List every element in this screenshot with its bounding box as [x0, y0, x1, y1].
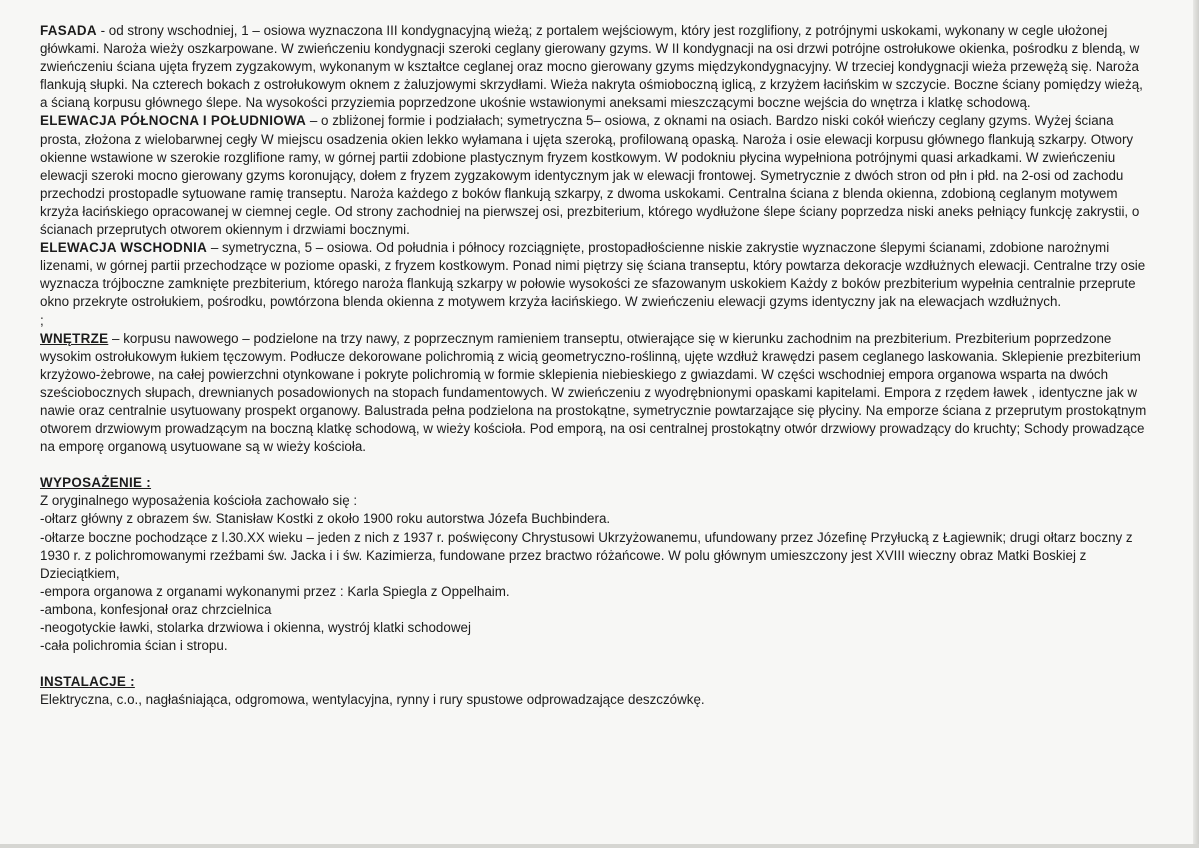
- elewacja-wsch-heading: ELEWACJA WSCHODNIA: [40, 240, 208, 256]
- spacer: [40, 456, 1150, 474]
- wyposazenie-line: -cała polichromia ścian i stropu.: [40, 638, 228, 654]
- wyposazenie-line: -neogotyckie ławki, stolarka drzwiowa i okienna, wystrój klatki schodowej: [40, 620, 471, 635]
- instalacje-heading: INSTALACJE :: [40, 674, 135, 690]
- wyposazenie-line: -ambona, konfesjonał oraz chrzcielnica: [40, 601, 272, 617]
- elewacja-pn-pd-text: – o zbliżonej formie i podziałach; symetryczna 5– osiowa, z oknami na osiach. Bardzo niski cokół wieńczy ceglany gzyms. Wyżej ściana prosta, złożona z wielobarwnej cegły W miejscu osadzenia okien lekko wyłamana i ujęta szeroką, profilowaną opaską. Naroża i osie elewacji korpusu głównego flankują szkarpy. Otwory okienne wstawione w szerokie rozglifione ramy, w górnej partii zdobione plastycznym fryzem kostkowym. W podokniu płycina wypełniona potrójnymi quasi arkadkami. W zwieńczeniu elewacji szeroki mocno gierowany gzyms koronujący, dołem z fryzem zygzakowym identycznym jak w elewacji frontowej. Symetrycznie z dwóch stron od płn i płd. na 2-osi od zachodu przechodzi prostopadle sytuowane ramię transeptu. Naroża każdego z boków flankują szkarpy, z dwoma uskokami. Centralna ściana z blenda okienna, zdobioną ceglanym motywem krzyża łacińskiego opracowanej w ciemnej cegle. Od strony zachodniej na pierwszej osi, prezbiterium, którego wydłużone ślepe ściany poprzedza niski aneks pełniący funkcję zakrystii, o ścianach przeprutych otworem okiennym i drzwiami bocznymi.: [40, 113, 1140, 238]
- elewacja-pn-pd-paragraph: [40, 112, 1150, 239]
- wyposazenie-line: -ołtarz główny z obrazem św. Stanisław Kostki z około 1900 roku autorstwa Józefa Buchbindera.: [40, 511, 611, 527]
- fasada-heading: FASADA: [40, 23, 97, 38]
- wyposazenie-line: -ołtarze boczne pochodzące z l.30.XX wieku – jeden z nich z 1937 r. poświęcony Chrystusowi Ukrzyżowanemu, ufundowany przez Józefinę Przyłucką z Łagiewnik; drugi ołtarz boczny z 1930 r. z polichromowanymi rzeźbami św. Jacka i i św. Kazimierza, fundowane przez bractwo różańcowe. W polu głównym umieszczony jest XVIII wieczny obraz Matki Boskiej z Dzieciątkiem,: [40, 529, 1133, 581]
- instalacje-text: Elektryczna, c.o., nagłaśniająca, odgromowa, wentylacyjna, rynny i rury spustowe odprowadzające deszczówkę.: [40, 692, 705, 708]
- fasada-paragraph: [40, 22, 1150, 112]
- wnetrze-paragraph: [40, 330, 1150, 457]
- elewacja-wsch-text: – symetryczna, 5 – osiowa. Od południa i północy rozciągnięte, prostopadłościenne niskie zakrystie wyznaczone ślepymi ścianami, zdobione narożnymi lizenami, w górnej partii przechodzące w poziome opaski, z fryzem kostkowym. Ponad nimi piętrzy się ściana transeptu, który powtarza dekoracje wzdłużnych elewacji. Centralne trzy osie wyznacza trójboczne zamknięte prezbiterium, którego naroża flankują szkarpy w połowie wysokości ze sfazowanym uskokiem Każdy z boków prezbiterium wypełnia centralnie przeprute okno przekryte ostrołukiem, pośrodku, powtórzona blenda okienna z motywem krzyża łacińskiego. W zwieńczeniu elewacji gzyms identyczny jak na elewacjach wzdłużnych.: [40, 240, 1146, 310]
- elewacja-pn-pd-heading: ELEWACJA PÓŁNOCNA I POŁUDNIOWA: [40, 113, 307, 129]
- wyposazenie-heading: WYPOSAŻENIE :: [40, 475, 152, 491]
- wnetrze-text: – korpusu nawowego – podzielone na trzy nawy, z poprzecznym ramieniem transeptu, otwierające się w kierunku zachodnim na prezbiterium. Prezbiterium poprzedzone wysokim ostrołukowym łukiem tęczowym. Podłucze dekorowane polichromią z wicią geometryczno-roślinną, ujęte wzdłuż krawędzi pasem ceglanego laskowania. Sklepienie prezbiterium krzyżowo-żebrowe, na całej powierzchni otynkowane i pokryte polichromią w formie sklepienia niebieskiego z gwiazdami. W części wschodniej empora organowa wsparta na dwóch sześciobocznych słupach, drewnianych posadowionych na stopach fundamentowych. W zwieńczeniu z wyodrębnionymi opaskami kapitelami. Empora z rzędem ławek , identyczne jak w nawie oraz centralnie usytuowany prospekt organowy. Balustrada pełna podzielona na prostokątne, symetrycznie powtarzające się płyciny. Na emporze ściana z przeprutym prostokątnym otworem drzwiowym prowadzącym na boczną klatkę schodową, w wieży kościoła. Pod emporą, na osi centralnej prostokątny otwór drzwiowy prowadzący do kruchty; Schody prowadzące na emporę organową usytuowane są w wieży kościoła.: [40, 330, 1147, 455]
- wyposazenie-line: Z oryginalnego wyposażenia kościoła zachowało się :: [40, 493, 358, 509]
- scan-edge-bottom: [0, 844, 1199, 848]
- document-page: [40, 22, 1150, 709]
- fasada-text: - od strony wschodniej, 1 – osiowa wyznaczona III kondygnacyjną wieżą; z portalem wejściowym, który jest rozglifiony, z potrójnymi uskokami, wykonany w cegle ułożonej główkami. Naroża wieży oszkarpowane. W zwieńczeniu kondygnacji szeroki ceglany gierowany gzyms. W II kondygnacji na osi drzwi potrójne ostrołukowe okienka, pośrodku z blendą, w zwieńczeniu ściana ujęta fryzem zygzakowym, wykonanym w kształtce ceglanej oraz mocno gierowany gzyms międzykondygnacyjny. W trzeciej kondygnacji wieża przewężą się. Naroża flankują słupki. Na czterech bokach z ostrołukowym oknem z żaluzjowymi skrzydłami. Wieża nakryta ośmioboczną iglicą, z krzyżem łacińskim w szczycie. Boczne ściany pomiędzy wieżą, a ścianą korpusu głównego ślepe. Na wysokości przyziemia poprzedzone ukośnie wstawionymi aneksami mieszczącymi boczne wejścia do wnętrza i klatkę schodową.: [40, 23, 1143, 111]
- stray-mark: ;: [40, 312, 44, 328]
- wnetrze-heading: WNĘTRZE: [40, 330, 109, 346]
- spacer: [40, 655, 1150, 673]
- scan-edge-shadow: [1193, 0, 1199, 848]
- elewacja-wsch-paragraph: [40, 239, 1150, 311]
- wyposazenie-line: -empora organowa z organami wykonanymi przez : Karla Spiegla z Oppelhaim.: [40, 583, 510, 599]
